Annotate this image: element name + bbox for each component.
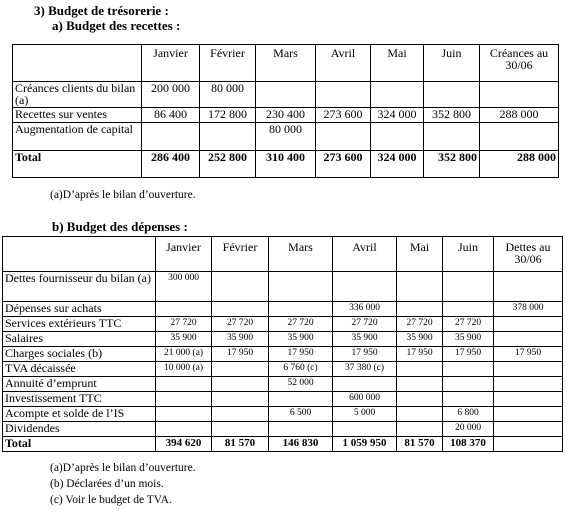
- table-cell: 336 000: [333, 302, 397, 317]
- table-cell: 310 400: [256, 151, 316, 178]
- table-cell: 288 000: [480, 151, 559, 178]
- table-cell: [443, 362, 494, 377]
- table-cell: 6 500: [269, 407, 333, 422]
- table-cell: 17 950: [397, 347, 443, 362]
- table-cell: [212, 392, 269, 407]
- table-row: [3, 272, 563, 302]
- table-cell: 35 900: [443, 332, 494, 347]
- table-cell: [397, 362, 443, 377]
- table-cell: 352 800: [424, 151, 480, 178]
- table-cell: [269, 272, 333, 302]
- table-cell: [480, 82, 559, 108]
- table-cell: 27 720: [397, 317, 443, 332]
- table-cell: 17 950: [269, 347, 333, 362]
- row-label: Salaires: [3, 332, 156, 347]
- table-cell: [494, 392, 563, 407]
- row-label: Créances clients du bilan (a): [13, 82, 142, 108]
- header-cell: Juin: [443, 237, 494, 272]
- table-cell: 324 000: [371, 108, 424, 123]
- table-cell: 20 000: [443, 422, 494, 437]
- table-cell: 17 950: [494, 347, 563, 362]
- table-cell: [142, 123, 200, 151]
- table-cell: 230 400: [256, 108, 316, 123]
- table-cell: [397, 392, 443, 407]
- table-cell: 27 720: [269, 317, 333, 332]
- table-cell: 146 830: [269, 437, 333, 452]
- table-cell: 21 000 (a): [156, 347, 212, 362]
- table-cell: [156, 407, 212, 422]
- table-cell: [333, 422, 397, 437]
- total-row: [13, 151, 559, 178]
- table-cell: 324 000: [371, 151, 424, 178]
- table-cell: 10 000 (a): [156, 362, 212, 377]
- recettes-note: (a)D’après le bilan d’ouverture.: [50, 189, 196, 201]
- table-cell: [156, 302, 212, 317]
- row-label: TVA décaissée: [3, 362, 156, 377]
- table-row: [3, 347, 563, 362]
- table-cell: [212, 422, 269, 437]
- header-cell: [3, 237, 156, 272]
- table-cell: 5 000: [333, 407, 397, 422]
- table-cell: [494, 437, 563, 452]
- header-cell: Créances au 30/06: [480, 45, 559, 82]
- recettes-table: [12, 44, 559, 178]
- table-row: [13, 82, 559, 108]
- table-cell: [212, 377, 269, 392]
- table-cell: 1 059 950: [333, 437, 397, 452]
- row-label: Charges sociales (b): [3, 347, 156, 362]
- table-row: [13, 123, 559, 151]
- table-cell: [397, 302, 443, 317]
- table-cell: 6 800: [443, 407, 494, 422]
- table-cell: 86 400: [142, 108, 200, 123]
- table-cell: [316, 82, 371, 108]
- table-row: [3, 332, 563, 347]
- table-cell: 35 900: [269, 332, 333, 347]
- table-cell: 273 600: [316, 151, 371, 178]
- row-label: Augmentation de capital: [13, 123, 142, 151]
- table-cell: 35 900: [212, 332, 269, 347]
- table-cell: 35 900: [156, 332, 212, 347]
- depenses-table: [2, 236, 563, 452]
- table-row: [3, 317, 563, 332]
- table-cell: 200 000: [142, 82, 200, 108]
- table-cell: [397, 377, 443, 392]
- table-cell: [256, 82, 316, 108]
- row-label: Investissement TTC: [3, 392, 156, 407]
- row-label: Services extérieurs TTC: [3, 317, 156, 332]
- header-cell: Janvier: [156, 237, 212, 272]
- header-cell: Mai: [397, 237, 443, 272]
- recettes-title: a) Budget des recettes :: [52, 18, 181, 33]
- depenses-header-row: [3, 237, 563, 272]
- table-cell: 273 600: [316, 108, 371, 123]
- header-cell: Février: [200, 45, 256, 82]
- table-cell: 172 800: [200, 108, 256, 123]
- section-title: 3) Budget de trésorerie :: [34, 3, 169, 18]
- table-cell: [494, 332, 563, 347]
- header-cell: Janvier: [142, 45, 200, 82]
- row-label: Dettes fournisseur du bilan (a): [3, 272, 156, 302]
- table-cell: [397, 407, 443, 422]
- table-row: [3, 422, 563, 437]
- table-cell: [269, 392, 333, 407]
- header-cell: Juin: [424, 45, 480, 82]
- table-cell: [212, 302, 269, 317]
- table-cell: 81 570: [397, 437, 443, 452]
- table-row: [3, 407, 563, 422]
- table-cell: [212, 272, 269, 302]
- table-cell: 81 570: [212, 437, 269, 452]
- table-cell: [443, 377, 494, 392]
- table-cell: 52 000: [269, 377, 333, 392]
- row-label: Dépenses sur achats: [3, 302, 156, 317]
- table-cell: 27 720: [156, 317, 212, 332]
- depenses-note-a: (a)D’après le bilan d’ouverture.: [50, 462, 196, 474]
- table-cell: 80 000: [200, 82, 256, 108]
- table-cell: [494, 377, 563, 392]
- table-cell: [156, 422, 212, 437]
- table-cell: 378 000: [494, 302, 563, 317]
- table-cell: [480, 123, 559, 151]
- table-cell: [212, 362, 269, 377]
- table-cell: 17 950: [212, 347, 269, 362]
- table-cell: [333, 272, 397, 302]
- row-label: Total: [13, 151, 142, 178]
- table-cell: [443, 302, 494, 317]
- depenses-note-b: (b) Déclarées d’un mois.: [50, 478, 164, 490]
- header-cell: Mars: [256, 45, 316, 82]
- header-cell: Dettes au 30/06: [494, 237, 563, 272]
- table-row: [13, 108, 559, 123]
- header-cell: Février: [212, 237, 269, 272]
- table-cell: 35 900: [333, 332, 397, 347]
- depenses-note-c: (c) Voir le budget de TVA.: [50, 494, 172, 506]
- table-cell: [397, 272, 443, 302]
- header-cell: Avril: [333, 237, 397, 272]
- table-cell: 288 000: [480, 108, 559, 123]
- table-cell: 286 400: [142, 151, 200, 178]
- table-cell: 80 000: [256, 123, 316, 151]
- table-cell: 27 720: [212, 317, 269, 332]
- table-cell: 252 800: [200, 151, 256, 178]
- table-cell: 108 370: [443, 437, 494, 452]
- row-label: Recettes sur ventes: [13, 108, 142, 123]
- header-cell: [13, 45, 142, 82]
- table-cell: [333, 377, 397, 392]
- table-row: [3, 302, 563, 317]
- row-label: Acompte et solde de l’IS: [3, 407, 156, 422]
- table-cell: 35 900: [397, 332, 443, 347]
- table-row: [3, 377, 563, 392]
- table-cell: [200, 123, 256, 151]
- row-label: Annuité d’emprunt: [3, 377, 156, 392]
- row-label: Dividendes: [3, 422, 156, 437]
- table-cell: [371, 82, 424, 108]
- table-cell: 17 950: [333, 347, 397, 362]
- table-cell: [156, 377, 212, 392]
- table-cell: [269, 302, 333, 317]
- table-cell: [212, 407, 269, 422]
- table-cell: 37 380 (c): [333, 362, 397, 377]
- table-cell: 394 620: [156, 437, 212, 452]
- table-cell: [371, 123, 424, 151]
- table-cell: [443, 272, 494, 302]
- table-cell: 6 760 (c): [269, 362, 333, 377]
- row-label: Total: [3, 437, 156, 452]
- table-cell: 300 000: [156, 272, 212, 302]
- header-cell: Avril: [316, 45, 371, 82]
- table-cell: [494, 272, 563, 302]
- recettes-header-row: [13, 45, 559, 82]
- header-cell: Mai: [371, 45, 424, 82]
- depenses-title: b) Budget des dépenses :: [52, 219, 188, 234]
- table-cell: 27 720: [333, 317, 397, 332]
- table-cell: [424, 123, 480, 151]
- table-cell: [494, 407, 563, 422]
- header-cell: Mars: [269, 237, 333, 272]
- table-cell: [316, 123, 371, 151]
- table-cell: [269, 422, 333, 437]
- table-cell: 17 950: [443, 347, 494, 362]
- table-cell: [494, 317, 563, 332]
- table-row: [3, 362, 563, 377]
- table-cell: [397, 422, 443, 437]
- table-cell: [494, 362, 563, 377]
- table-row: [3, 392, 563, 407]
- table-cell: [443, 392, 494, 407]
- total-row: [3, 437, 563, 452]
- table-cell: 600 000: [333, 392, 397, 407]
- table-cell: [156, 392, 212, 407]
- table-cell: [494, 422, 563, 437]
- table-cell: 352 800: [424, 108, 480, 123]
- table-cell: 27 720: [443, 317, 494, 332]
- table-cell: [424, 82, 480, 108]
